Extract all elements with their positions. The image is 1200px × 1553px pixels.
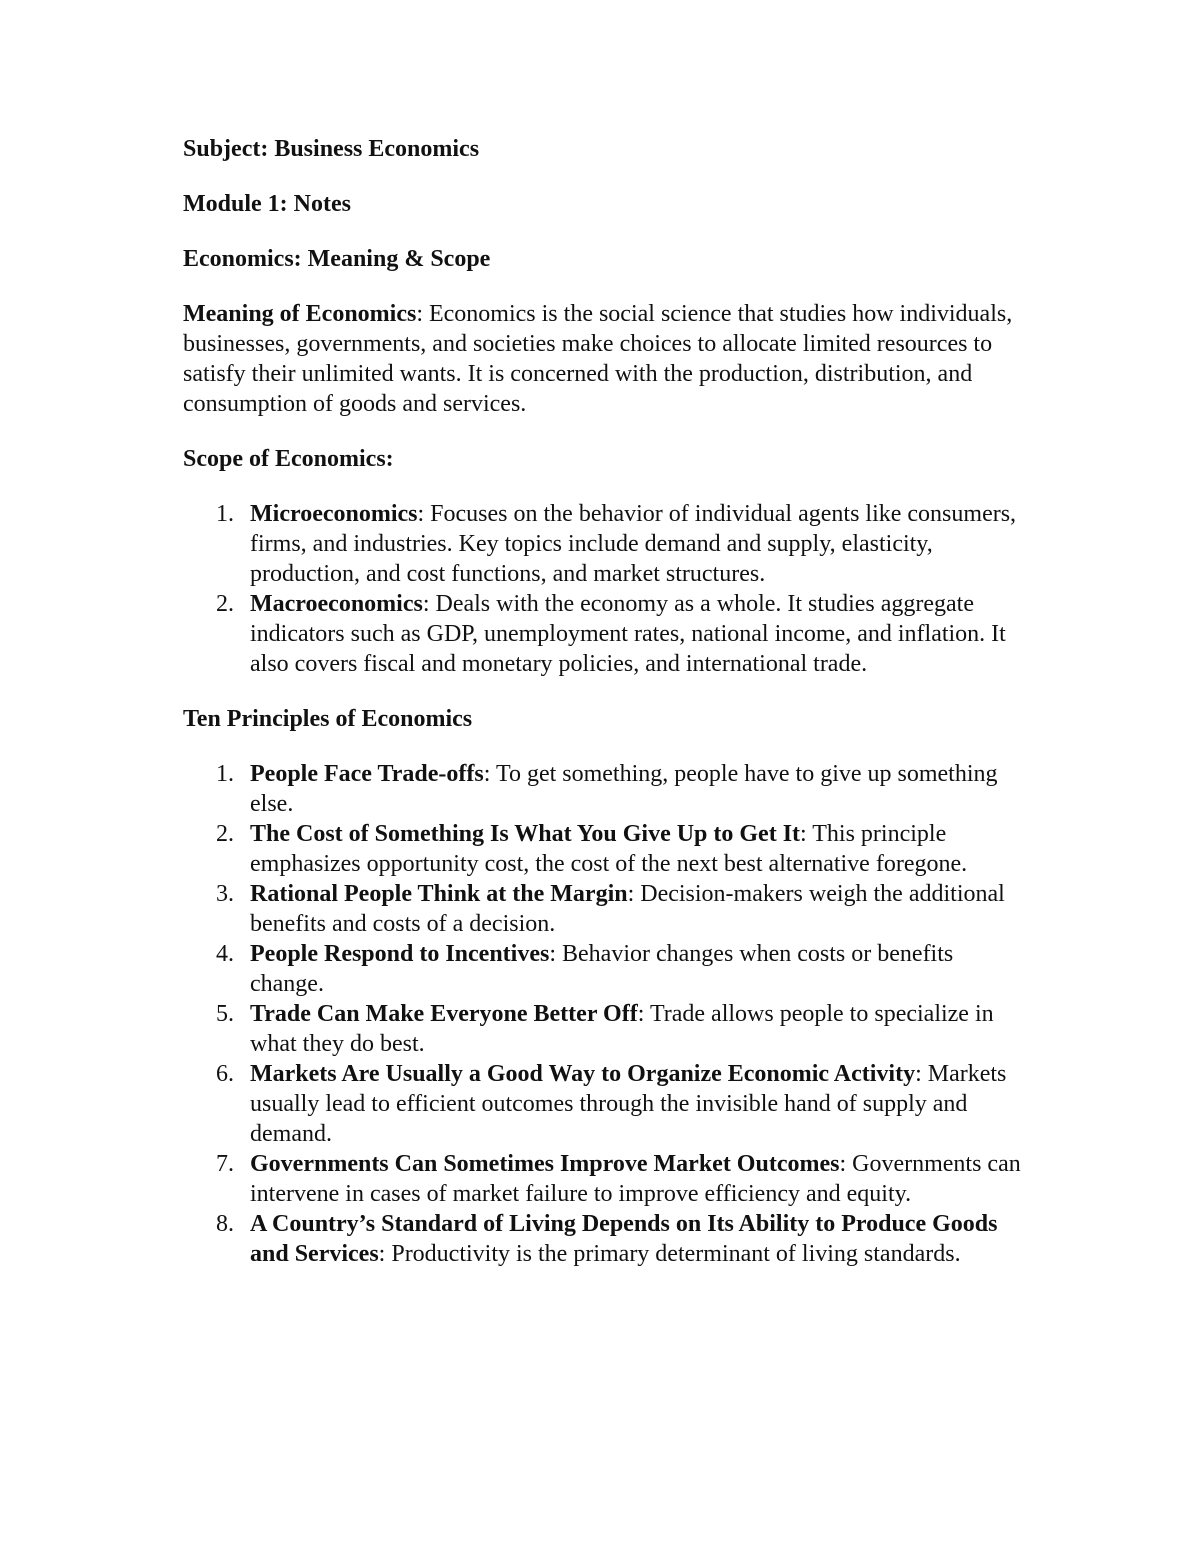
list-item-label: The Cost of Something Is What You Give Up to Get It <box>250 821 801 847</box>
list-number: 5. <box>216 1001 234 1027</box>
list-item-label: People Face Trade-offs <box>250 761 484 787</box>
list-item-text: : Decision-makers weigh the additional benefits and costs of a decision. <box>250 881 1005 937</box>
list-item-label: Governments Can Sometimes Improve Market Outcomes <box>250 1151 840 1177</box>
list-item-label: Microeconomics <box>250 501 418 527</box>
list-number: 1. <box>216 761 234 787</box>
list-item-text: : Governments can intervene in cases of market failure to improve efficiency and equity. <box>250 1151 1021 1207</box>
list-item-text: : Deals with the economy as a whole. It studies aggregate indicators such as GDP, unemployment rates, national income, and inflation. It also covers fiscal and monetary policies, and international trade. <box>250 591 1006 677</box>
module-heading: Module 1: Notes <box>183 191 351 217</box>
list-item-label: Trade Can Make Everyone Better Off <box>250 1001 638 1027</box>
list-item-label: People Respond to Incentives <box>250 941 550 967</box>
list-item <box>183 879 1028 939</box>
principles-heading: Ten Principles of Economics <box>183 706 473 732</box>
list-item-text: : Trade allows people to specialize in what they do best. <box>250 1001 994 1057</box>
list-number: 2. <box>216 591 234 617</box>
scope-list <box>183 499 1028 679</box>
list-number: 7. <box>216 1151 234 1177</box>
list-item <box>183 1149 1028 1209</box>
scope-heading: Scope of Economics: <box>183 446 394 472</box>
list-item-label: A Country’s Standard of Living Depends on Its Ability to Produce Goods and Services <box>250 1211 998 1267</box>
list-item-label: Rational People Think at the Margin <box>250 881 628 907</box>
list-number: 3. <box>216 881 234 907</box>
list-item <box>183 999 1028 1059</box>
meaning-label: Meaning of Economics <box>183 301 417 327</box>
subject-heading: Subject: Business Economics <box>183 136 480 162</box>
list-item <box>183 759 1028 819</box>
list-item-text: : To get something, people have to give up something else. <box>250 761 998 817</box>
list-item <box>183 1059 1028 1149</box>
list-item <box>183 1209 1028 1269</box>
list-item-text: : Markets usually lead to efficient outcomes through the invisible hand of supply and demand. <box>250 1061 1007 1147</box>
list-item <box>183 499 1028 589</box>
list-number: 6. <box>216 1061 234 1087</box>
list-item-text: : Behavior changes when costs or benefits change. <box>250 941 954 997</box>
list-item-label: Markets Are Usually a Good Way to Organize Economic Activity <box>250 1061 916 1087</box>
list-item <box>183 939 1028 999</box>
list-item-text: : Focuses on the behavior of individual agents like consumers, firms, and industries. Key topics include demand and supply, elasticity, production, and cost functions, and market structures. <box>250 501 1017 587</box>
list-number: 1. <box>216 501 234 527</box>
list-item-text: : This principle emphasizes opportunity cost, the cost of the next best alternative foregone. <box>250 821 968 877</box>
list-number: 2. <box>216 821 234 847</box>
list-item <box>183 819 1028 879</box>
list-item <box>183 589 1028 679</box>
meaning-paragraph <box>183 299 1028 419</box>
principles-list <box>183 759 1028 1269</box>
list-number: 8. <box>216 1211 234 1237</box>
list-item-text: : Productivity is the primary determinant of living standards. <box>378 1241 961 1267</box>
section-title: Economics: Meaning & Scope <box>183 246 491 272</box>
list-number: 4. <box>216 941 234 967</box>
meaning-text: : Economics is the social science that studies how individuals, businesses, governments, and societies make choices to allocate limited resources to satisfy their unlimited wants. It is concerned with the production, distribution, and consumption of goods and services. <box>183 301 1013 417</box>
list-item-label: Macroeconomics <box>250 591 423 617</box>
document-content <box>183 134 1028 1294</box>
